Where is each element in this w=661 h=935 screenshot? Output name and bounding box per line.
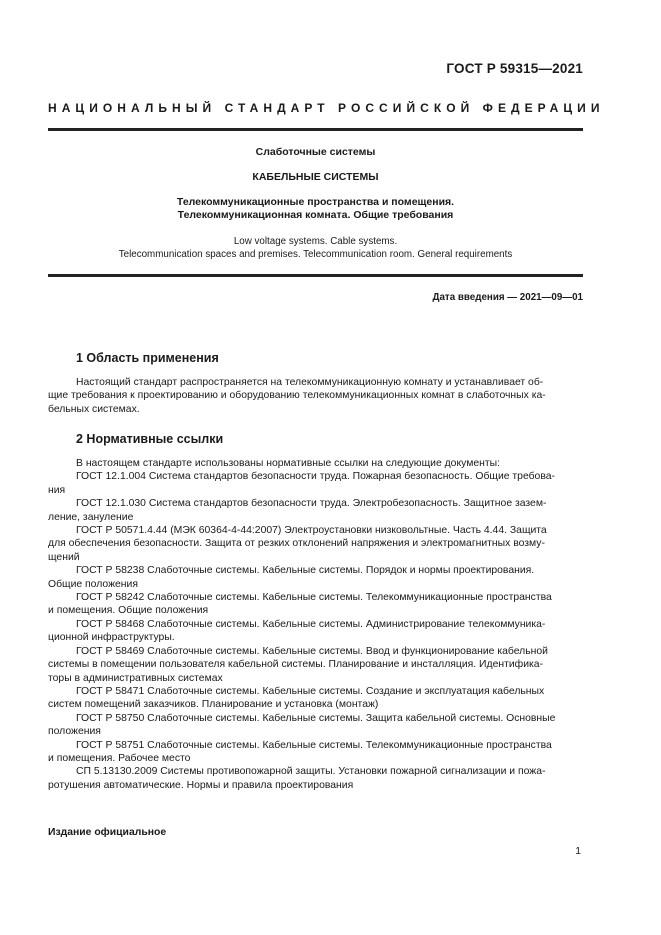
- text-line: ление, зануление: [48, 511, 134, 523]
- text-line: ГОСТ Р 58238 Слаботочные системы. Кабельные системы. Порядок и нормы проектирования.: [76, 565, 535, 577]
- text-line: ГОСТ Р 58751 Слаботочные системы. Кабельные системы. Телекоммуникационные пространства: [76, 739, 552, 751]
- text-line: и помещения. Общие положения: [48, 605, 209, 617]
- text-line: щие требования к проектированию и оборудованию телекоммуникационных комнат в слаботочных ка-: [48, 390, 546, 402]
- text-line: щений: [48, 551, 80, 563]
- text-line: систем помещений заказчиков. Планирование и установка (монтаж): [48, 699, 379, 711]
- text-line: ГОСТ Р 58242 Слаботочные системы. Кабельные системы. Телекоммуникационные пространства: [76, 592, 552, 604]
- text-line: ГОСТ Р 58471 Слаботочные системы. Кабельные системы. Создание и эксплуатация кабельных: [76, 685, 545, 697]
- text-line: бельных системах.: [48, 403, 140, 415]
- official-edition-label: Издание официальное: [48, 827, 167, 838]
- text-line: ГОСТ Р 50571.4.44 (МЭК 60364-4-44:2007) Электроустановки низковольтные. Часть 4.44. Защита: [76, 525, 547, 537]
- text-line: ГОСТ Р 58468 Слаботочные системы. Кабельные системы. Администрирование телекоммуника-: [76, 618, 546, 630]
- top-divider: [48, 128, 583, 131]
- main-title: [48, 196, 583, 222]
- introduction-date: Дата введения — 2021—09—01: [432, 292, 583, 303]
- page-number: 1: [575, 846, 581, 857]
- section-1-body: [48, 376, 583, 416]
- text-line: ния: [48, 484, 66, 496]
- text-line: СП 5.13130.2009 Системы противопожарной защиты. Установки пожарной сигнализации и пожа-: [76, 766, 546, 778]
- main-title-line: Телекоммуникационная комната. Общие требования: [177, 209, 454, 221]
- text-line: ГОСТ Р 58469 Слаботочные системы. Кабельные системы. Ввод и функционирование кабельной: [76, 645, 548, 657]
- text-line: ГОСТ 12.1.030 Система стандартов безопасности труда. Электробезопасность. Защитное зазем-: [76, 498, 547, 510]
- english-title: [48, 235, 583, 261]
- main-title-line: Телекоммуникационные пространства и помещения.: [176, 196, 455, 208]
- text-line: Общие положения: [48, 578, 138, 590]
- text-line: ГОСТ 12.1.004 Система стандартов безопасности труда. Пожарная безопасность. Общие требова-: [76, 471, 555, 483]
- text-line: для обеспечения безопасности. Защита от резких отклонений напряжения и электромагнитных возму-: [48, 538, 545, 550]
- section-2-body: [48, 457, 583, 792]
- text-line: ротушения автоматические. Нормы и правила проектирования: [48, 779, 354, 791]
- text-line: Настоящий стандарт распространяется на телекоммуникационную комнату и устанавливает об-: [76, 377, 544, 388]
- text-line: положения: [48, 726, 101, 738]
- section-1-heading: 1 Область применения: [76, 351, 219, 365]
- text-line: и помещения. Рабочее место: [48, 752, 191, 764]
- english-title-line: Telecommunication spaces and premises. Telecommunication room. General requirements: [118, 249, 513, 260]
- middle-divider: [48, 274, 583, 277]
- text-line: ГОСТ Р 58750 Слаботочные системы. Кабельные системы. Защита кабельной системы. Основные: [76, 712, 556, 724]
- english-title-line: Low voltage systems. Cable systems.: [233, 236, 398, 247]
- text-line: В настоящем стандарте использованы нормативные ссылки на следующие документы:: [76, 458, 500, 469]
- text-line: ционной инфраструктуры.: [48, 632, 175, 644]
- document-number: ГОСТ Р 59315—2021: [446, 61, 583, 76]
- section-2-heading: 2 Нормативные ссылки: [76, 432, 224, 446]
- text-line: торы в административных системах: [48, 672, 223, 684]
- subtitle: КАБЕЛЬНЫЕ СИСТЕМЫ: [252, 171, 379, 183]
- system-name: Слаботочные системы: [255, 146, 376, 158]
- text-line: системы в помещении пользователя кабельной системы. Планирование и инсталляция. Идентифика-: [48, 659, 544, 671]
- national-standard-title: НАЦИОНАЛЬНЫЙ СТАНДАРТ РОССИЙСКОЙ ФЕДЕРАЦИИ: [48, 101, 605, 115]
